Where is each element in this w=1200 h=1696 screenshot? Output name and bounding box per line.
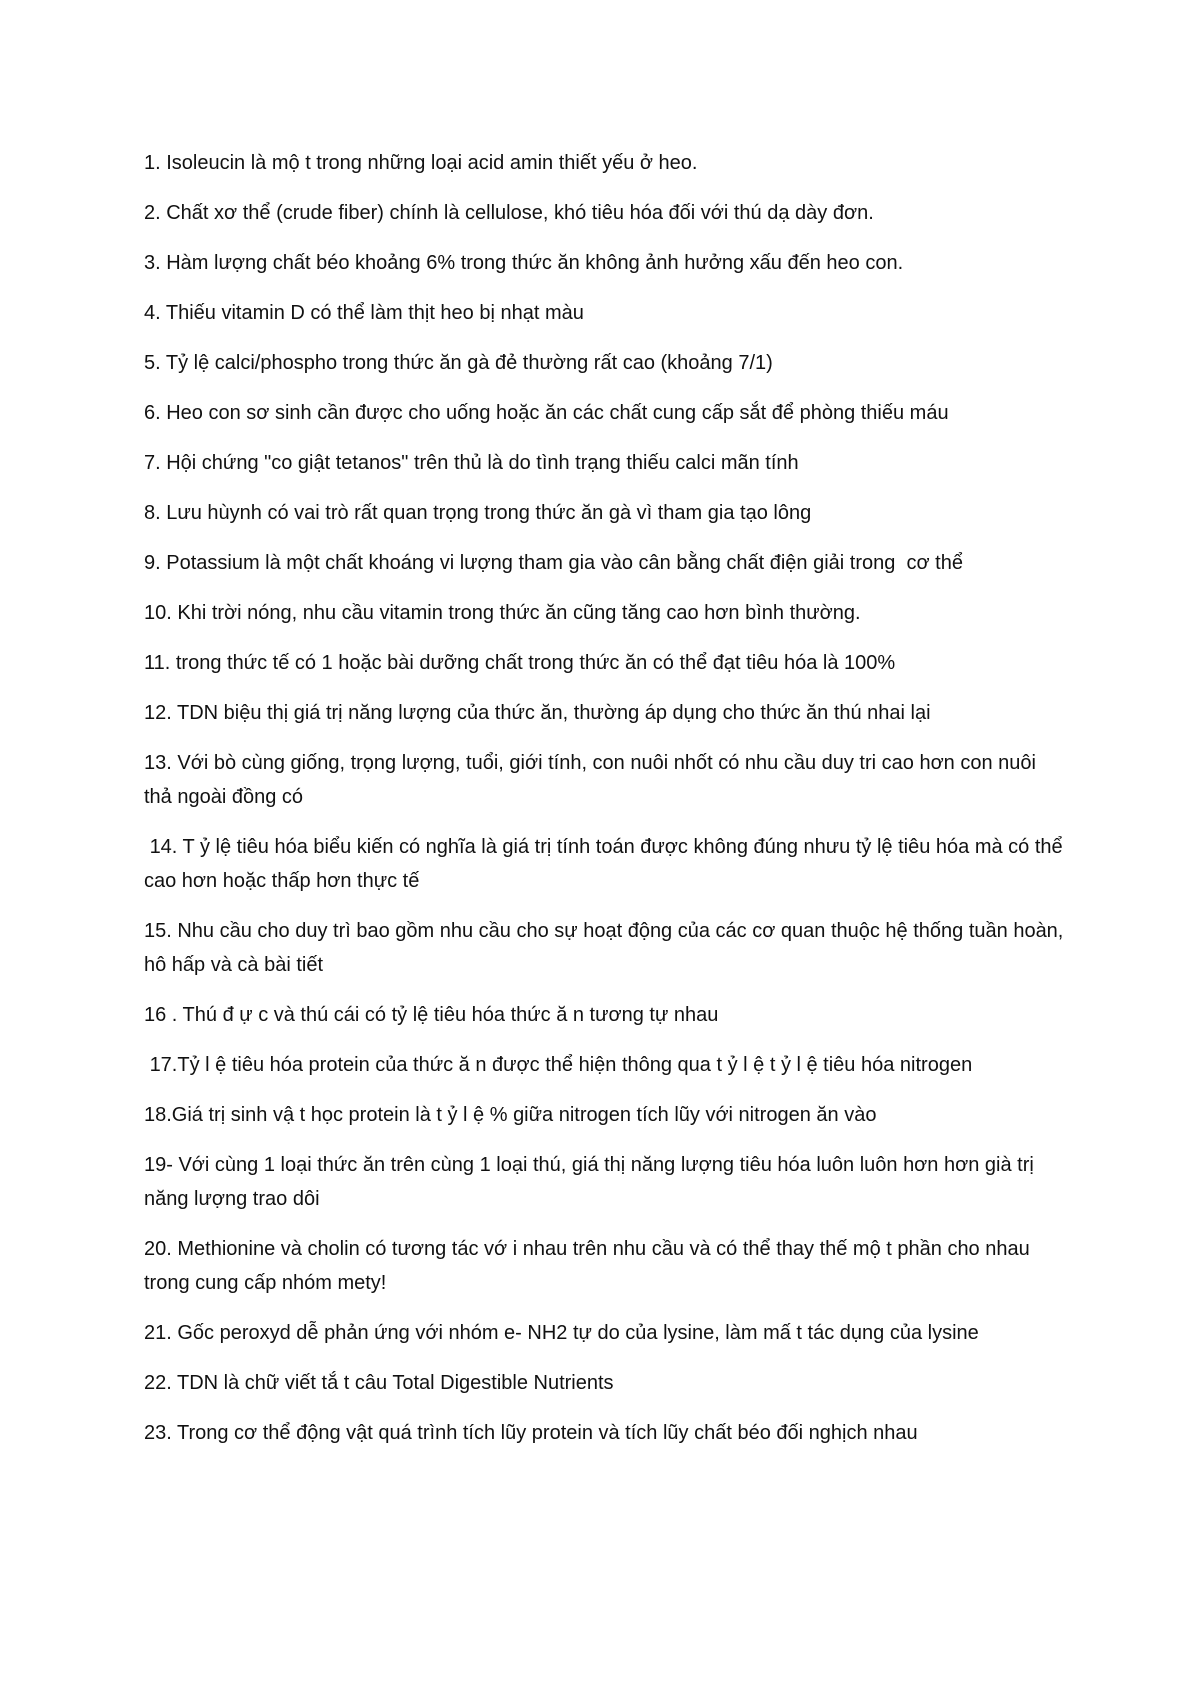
statement-item: 19- Với cùng 1 loại thức ăn trên cùng 1 loại thú, giá thị năng lượng tiêu hóa luôn luôn hơn hơn già trị năng lượng trao dôi — [144, 1154, 1040, 1210]
statement-item: 21. Gốc peroxyd dễ phản ứng với nhóm e- NH2 tự do của lysine, làm mấ t tác dụng của lysine — [144, 1322, 979, 1344]
statement-item: 11. trong thức tế có 1 hoặc bài dưỡng chất trong thức ăn có thể đạt tiêu hóa là 100% — [144, 652, 896, 674]
statement-item: 15. Nhu cầu cho duy trì bao gồm nhu cầu cho sự hoạt động của các cơ quan thuộc hệ thống tuần hoàn, hô hấp và cà bài tiết — [144, 920, 1069, 976]
statement-item: 9. Potassium là một chất khoáng vi lượng tham gia vào cân bằng chất điện giải trong cơ thể — [144, 552, 963, 574]
statement-item: 4. Thiếu vitamin D có thể làm thịt heo bị nhạt màu — [144, 302, 584, 324]
statement-item: 13. Với bò cùng giống, trọng lượng, tuổi, giới tính, con nuôi nhốt có nhu cầu duy tri cao hơn con nuôi thả ngoài đồng có — [144, 752, 1042, 808]
statement-item: 23. Trong cơ thể động vật quá trình tích lũy protein và tích lũy chất béo đối nghịch nhau — [144, 1422, 918, 1444]
statement-item: 10. Khi trời nóng, nhu cầu vitamin trong thức ăn cũng tăng cao hơn bình thường. — [144, 602, 861, 624]
statement-item: 12. TDN biệu thị giá trị năng lượng của thức ăn, thường áp dụng cho thức ăn thú nhai lại — [144, 702, 931, 724]
statement-item: 20. Methionine và cholin có tương tác vớ i nhau trên nhu cầu và có thể thay thế mộ t phần cho nhau trong cung cấp nhóm mety! — [144, 1238, 1036, 1294]
statement-list — [144, 146, 1069, 1466]
statement-item: 22. TDN là chữ viết tắ t câu Total Digestible Nutrients — [144, 1372, 614, 1394]
statement-item: 3. Hàm lượng chất béo khoảng 6% trong thức ăn không ảnh hưởng xấu đến heo con. — [144, 252, 904, 274]
statement-item: 16 . Thú đ ự c và thú cái có tỷ lệ tiêu hóa thức ă n tương tự nhau — [144, 1004, 719, 1026]
statement-item: 7. Hội chứng "co giật tetanos" trên thủ là do tình trạng thiếu calci mãn tính — [144, 452, 799, 474]
statement-item: 14. T ỷ lệ tiêu hóa biểu kiến có nghĩa là giá trị tính toán được không đúng nhưu tỷ lệ tiêu hóa mà có thể cao hơn hoặc thấp hơn thực tế — [144, 836, 1069, 892]
statement-item: 6. Heo con sơ sinh cần được cho uống hoặc ăn các chất cung cấp sắt để phòng thiếu máu — [144, 402, 949, 424]
statement-item: 17.Tỷ l ệ tiêu hóa protein của thức ă n được thể hiện thông qua t ỷ l ệ t ỷ l ệ tiêu hóa nitrogen — [144, 1054, 973, 1076]
statement-item: 8. Lưu hùynh có vai trò rất quan trọng trong thức ăn gà vì tham gia tạo lông — [144, 502, 812, 524]
statement-item: 5. Tỷ lệ calci/phospho trong thức ăn gà đẻ thường rất cao (khoảng 7/1) — [144, 352, 773, 374]
statement-item: 2. Chất xơ thể (crude fiber) chính là cellulose, khó tiêu hóa đối với thú dạ dày đơn. — [144, 202, 874, 224]
statement-item: 1. Isoleucin là mộ t trong những loại acid amin thiết yếu ở heo. — [144, 152, 698, 174]
statement-item: 18.Giá trị sinh vậ t học protein là t ỷ l ệ % giữa nitrogen tích lũy với nitrogen ăn vào — [144, 1104, 877, 1126]
